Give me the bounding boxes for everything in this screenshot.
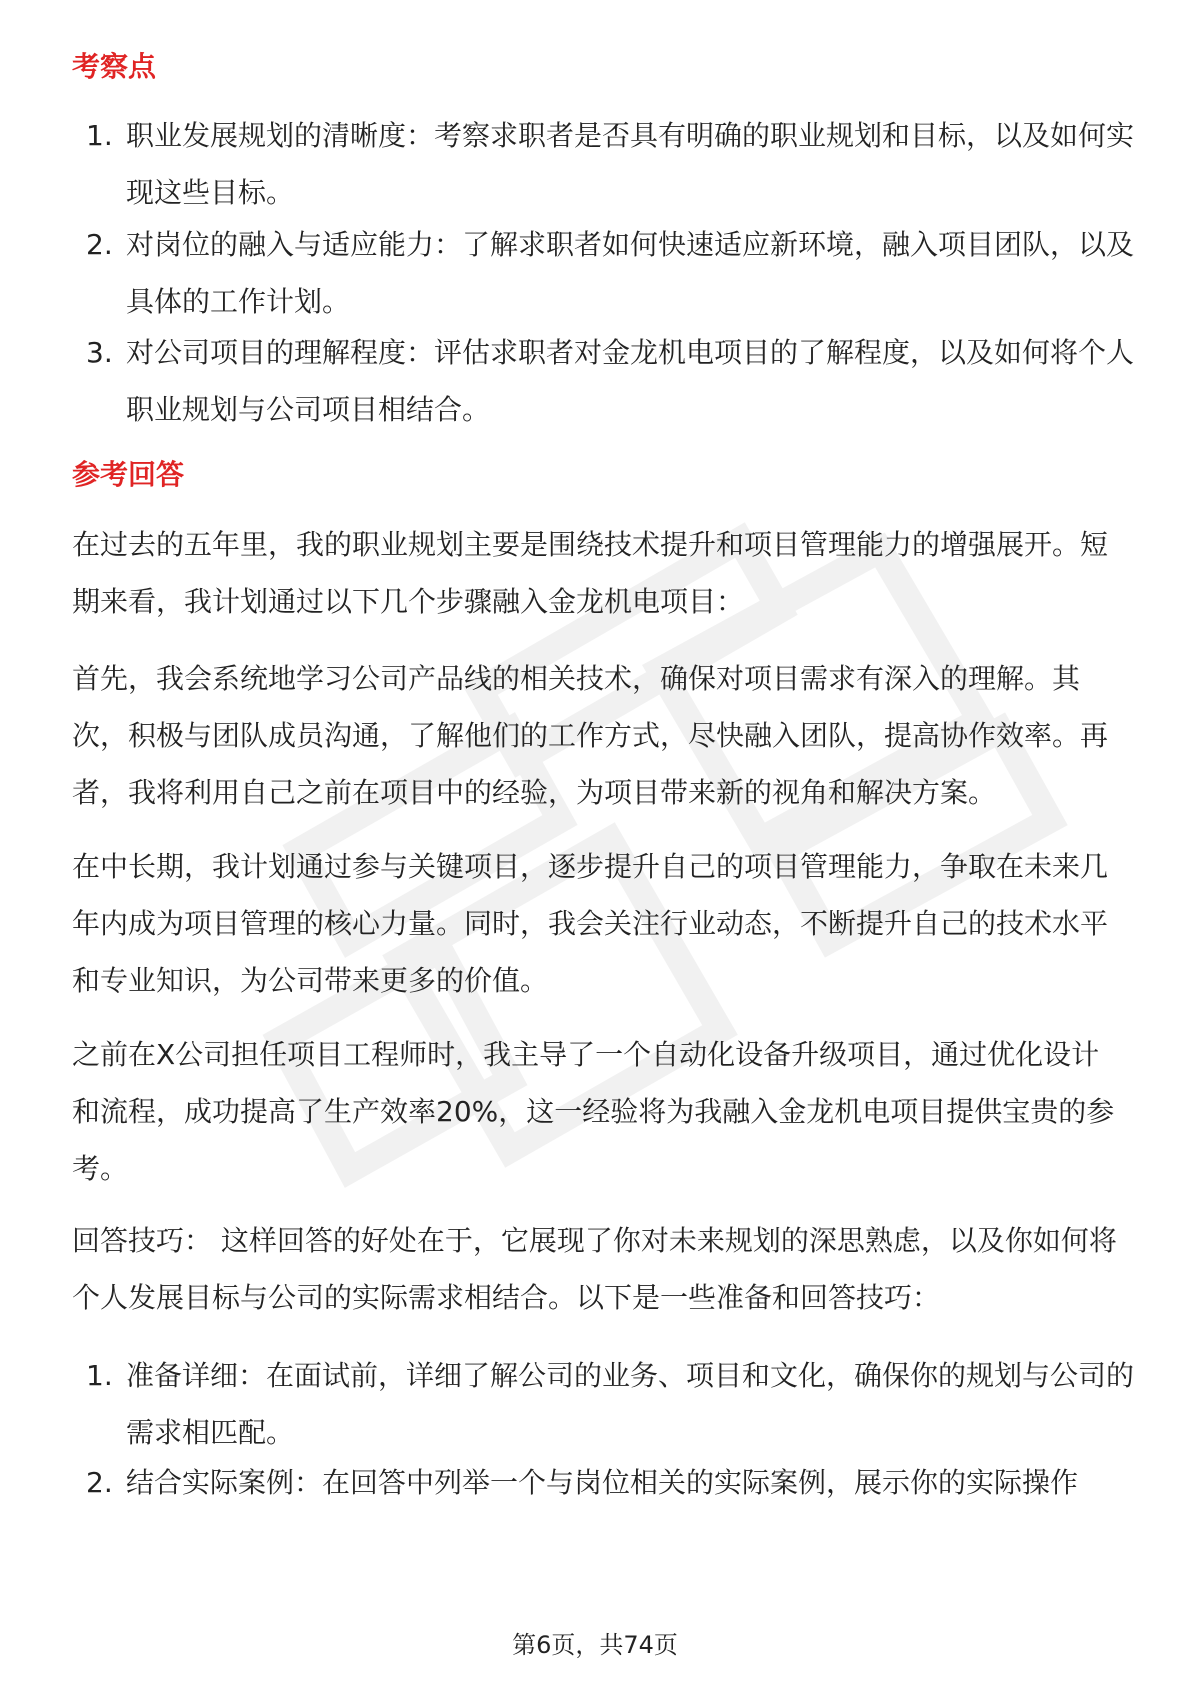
list-text: 对岗位的融入与适应能力：了解求职者如何快速适应新环境，融入项目团队，以及具体的工作计划。: [126, 228, 1135, 318]
paragraph: 在过去的五年里，我的职业规划主要是围绕技术提升和项目管理能力的增强展开。短期来看，我计划通过以下几个步骤融入金龙机电项目：: [72, 528, 1109, 618]
list-item: [86, 324, 1136, 438]
list-text: 准备详细：在面试前，详细了解公司的业务、项目和文化，确保你的规划与公司的需求相匹配。: [126, 1359, 1135, 1449]
list-number: 2.: [86, 1466, 113, 1499]
list-item: [86, 107, 1136, 221]
list-text: 对公司项目的理解程度：评估求职者对金龙机电项目的了解程度，以及如何将个人职业规划与公司项目相结合。: [126, 336, 1135, 426]
list-item: [86, 1347, 1136, 1461]
paragraph: 在中长期，我计划通过参与关键项目，逐步提升自己的项目管理能力，争取在未来几年内成为项目管理的核心力量。同时，我会关注行业动态，不断提升自己的技术水平和专业知识，为公司带来更多的价值。: [72, 850, 1109, 997]
page-footer: 第6页，共74页: [512, 1631, 678, 1659]
paragraph: 回答技巧： 这样回答的好处在于，它展现了你对未来规划的深思熟虑，以及你如何将个人发展目标与公司的实际需求相结合。以下是一些准备和回答技巧：: [72, 1224, 1117, 1314]
list-item: [86, 216, 1136, 330]
list-number: 1.: [86, 1359, 113, 1392]
list-number: 3.: [86, 336, 113, 369]
list-number: 2.: [86, 228, 113, 261]
section-heading-kaochadian: 考察点: [72, 50, 157, 83]
paragraph: 之前在X公司担任项目工程师时，我主导了一个自动化设备升级项目，通过优化设计和流程，成功提高了生产效率20%，这一经验将为我融入金龙机电项目提供宝贵的参考。: [72, 1038, 1115, 1185]
list-text: 职业发展规划的清晰度：考察求职者是否具有明确的职业规划和目标，以及如何实现这些目标。: [126, 119, 1135, 209]
section-heading-cankao: 参考回答: [72, 458, 185, 491]
list-number: 1.: [86, 119, 113, 152]
list-item: [86, 1454, 1136, 1511]
list-text: 结合实际案例：在回答中列举一个与岗位相关的实际案例，展示你的实际操作: [126, 1466, 1079, 1499]
paragraph: 首先，我会系统地学习公司产品线的相关技术，确保对项目需求有深入的理解。其次，积极与团队成员沟通，了解他们的工作方式，尽快融入团队，提高协作效率。再者，我将利用自己之前在项目中的经验，为项目带来新的视角和解决方案。: [72, 662, 1109, 809]
